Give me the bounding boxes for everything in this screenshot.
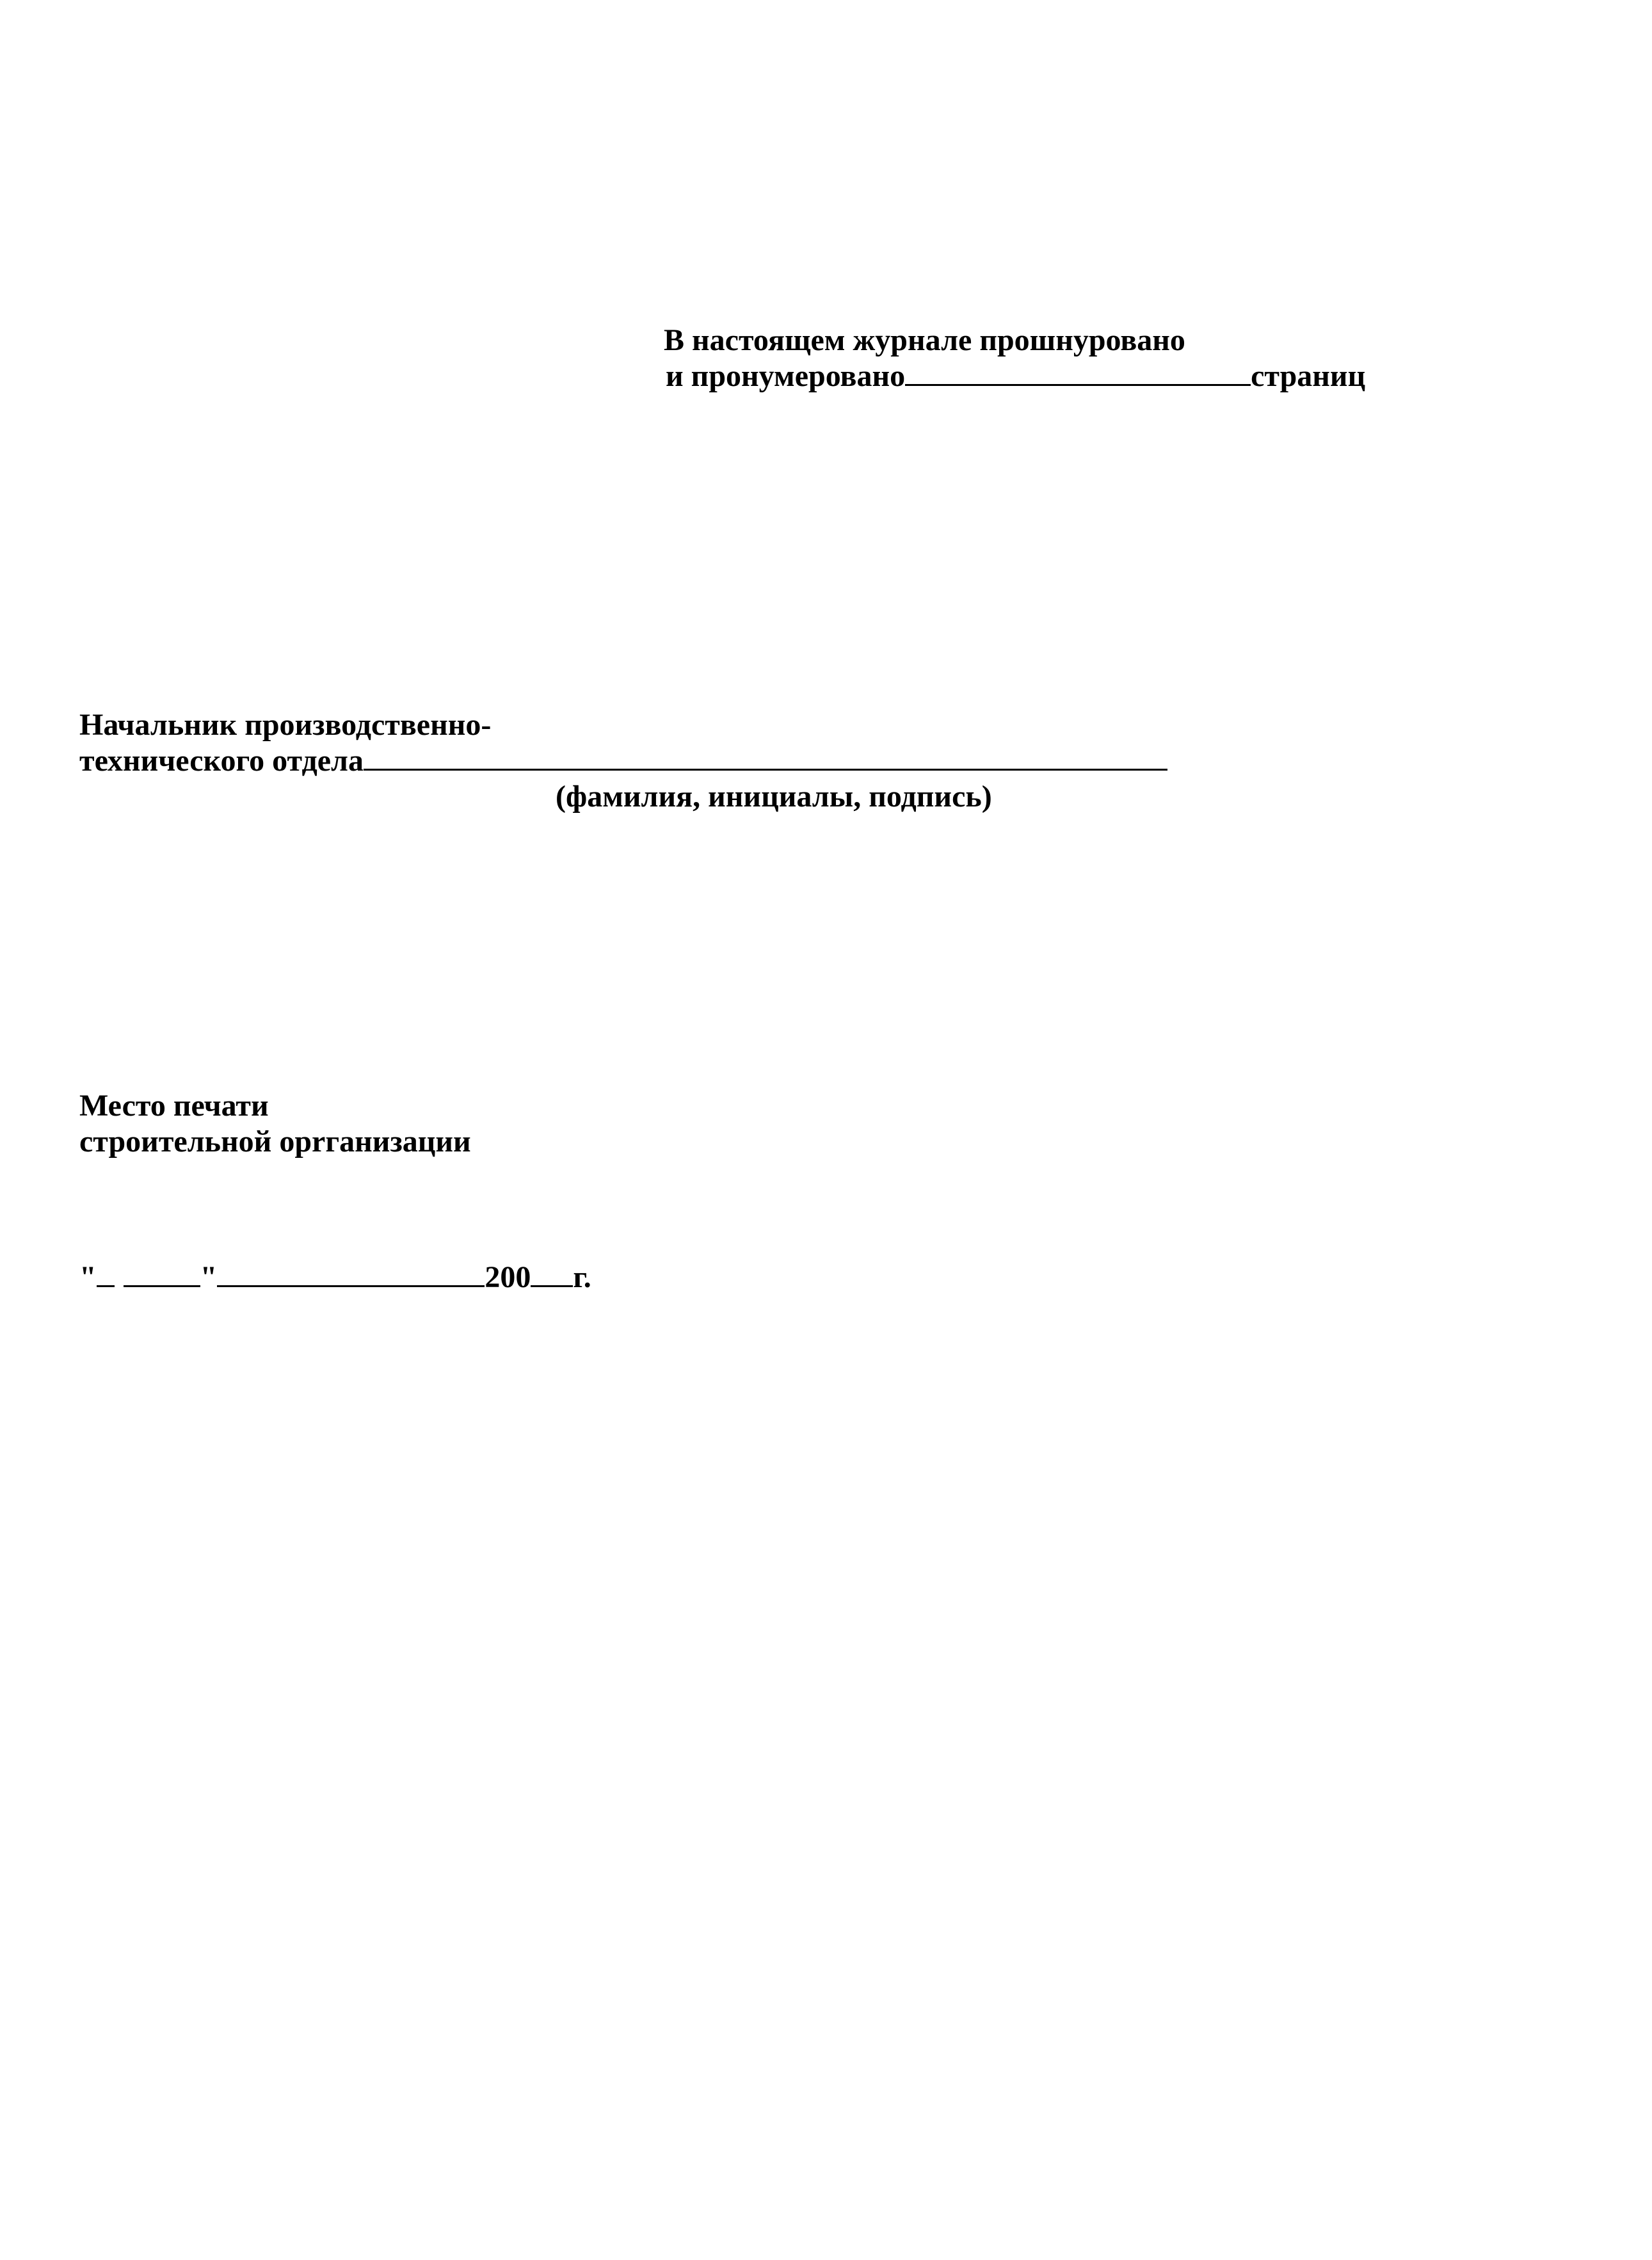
pagination-text-2: и пронумеровано [666,359,906,393]
year-prefix: 200 [485,1260,531,1294]
year-blank[interactable] [531,1260,573,1287]
chief-title-line-2 [79,743,1167,779]
chief-title-text-2: технического отдела [79,744,364,778]
year-suffix: г. [573,1260,591,1294]
pagination-line-2 [666,358,1365,394]
seal-text-2: строительной орrганизации [79,1125,471,1158]
pagination-line-1 [664,323,1185,358]
signature-caption-text: (фамилия, инициалы, подпись) [556,780,992,813]
page-count-blank[interactable] [905,358,1251,386]
chief-title-line-1 [79,707,491,743]
signature-blank[interactable] [364,743,1167,771]
month-blank[interactable] [217,1260,485,1287]
signature-caption [556,779,992,815]
day-blank-short[interactable] [97,1260,115,1287]
date-close-quote: " [200,1260,218,1294]
seal-line-2 [79,1124,471,1160]
pagination-text-1: В настоящем журнале прошнуровано [664,323,1185,357]
chief-title-text-1: Начальник производственно- [79,708,492,742]
day-blank[interactable] [124,1260,200,1287]
pagination-suffix: страниц [1251,359,1366,393]
date-open-quote: " [79,1260,97,1294]
seal-line-1 [79,1088,269,1124]
seal-text-1: Место печати [79,1089,269,1123]
date-line [79,1260,591,1295]
